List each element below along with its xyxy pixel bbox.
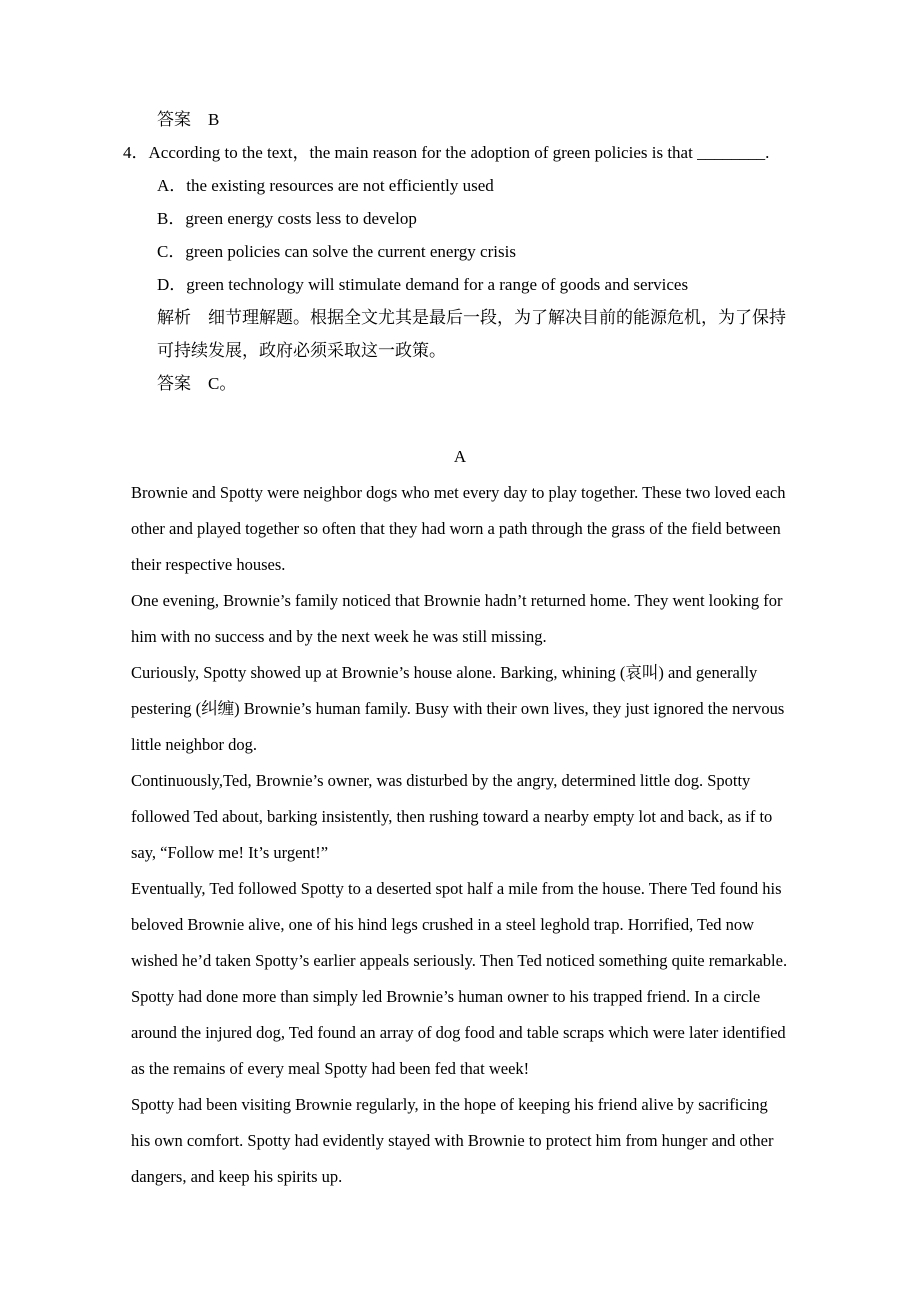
answer-label: 答案 — [157, 110, 191, 129]
question-line — [123, 136, 795, 169]
paragraph: Brownie and Spotty were neighbor dogs who met every day to play together. These two loved each other and played together so often that they had worn a path through the grass of the field between their respective houses. — [131, 483, 786, 574]
option-letter: A． — [157, 176, 187, 195]
option-text: green technology will stimulate demand for a range of goods and services — [186, 275, 689, 294]
section-heading: A — [453, 447, 467, 466]
option-letter: B． — [157, 209, 186, 228]
paragraph: Spotty had been visiting Brownie regularly, in the hope of keeping his friend alive by sacrificing his own comfort. Spotty had evidently stayed with Brownie to protect him from hunger and other dangers, and keep his spirits up. — [131, 1095, 774, 1186]
option-row-b — [123, 202, 795, 235]
reading-passage — [131, 475, 791, 1195]
question-number: 4． — [123, 143, 149, 162]
answer-label: 答案 — [157, 374, 191, 393]
option-row-c — [123, 235, 795, 268]
option-text: green energy costs less to develop — [185, 209, 417, 228]
paragraph: Spotty had done more than simply led Brownie’s human owner to his trapped friend. In a circle around the injured dog, Ted found an array of dog food and table scraps which were later identified as the remains of every meal Spotty had been fed that week! — [131, 987, 786, 1078]
option-letter: D． — [157, 275, 187, 294]
option-letter: C． — [157, 242, 186, 261]
paragraph: One evening, Brownie’s family noticed that Brownie hadn’t returned home. They went looking for him with no success and by the next week he was still missing. — [131, 591, 783, 646]
question-answer-block — [123, 0, 795, 400]
option-row-a — [123, 169, 795, 202]
analysis-text: 细节理解题。根据全文尤其是最后一段，为了解决目前的能源危机，为了保持可持续发展，政府必须采取这一政策。 — [157, 308, 786, 360]
option-text: the existing resources are not efficiently used — [186, 176, 494, 195]
analysis-line — [123, 301, 795, 367]
option-text: green policies can solve the current energy crisis — [185, 242, 516, 261]
analysis-label: 解析 — [157, 308, 191, 327]
question-text: According to the text，the main reason for the adoption of green policies is that ________. — [148, 143, 770, 162]
option-row-d — [123, 268, 795, 301]
paragraph: Curiously, Spotty showed up at Brownie’s house alone. Barking, whining (哀叫) and generally pestering (纠缠) Brownie’s human family. Busy with their own lives, they just ignored the nervous little neighbor dog. — [131, 663, 785, 754]
paragraph: Eventually, Ted followed Spotty to a deserted spot half a mile from the house. There Ted found his beloved Brownie alive, one of his hind legs crushed in a steel leghold trap. Horrified, Ted now wished he’d taken Spotty’s earlier appeals seriously. Then Ted noticed something quite remarkable. — [131, 879, 788, 970]
answer-value: B — [208, 110, 220, 129]
previous-answer-line — [123, 103, 795, 136]
answer-value: C。 — [208, 374, 237, 393]
paragraph: Continuously,Ted, Brownie’s owner, was disturbed by the angry, determined little dog. Spotty followed Ted about, barking insistently, then rushing toward a nearby empty lot and back, as if to say, “Follow me! It’s urgent!” — [131, 771, 773, 862]
answer-line — [123, 367, 795, 400]
